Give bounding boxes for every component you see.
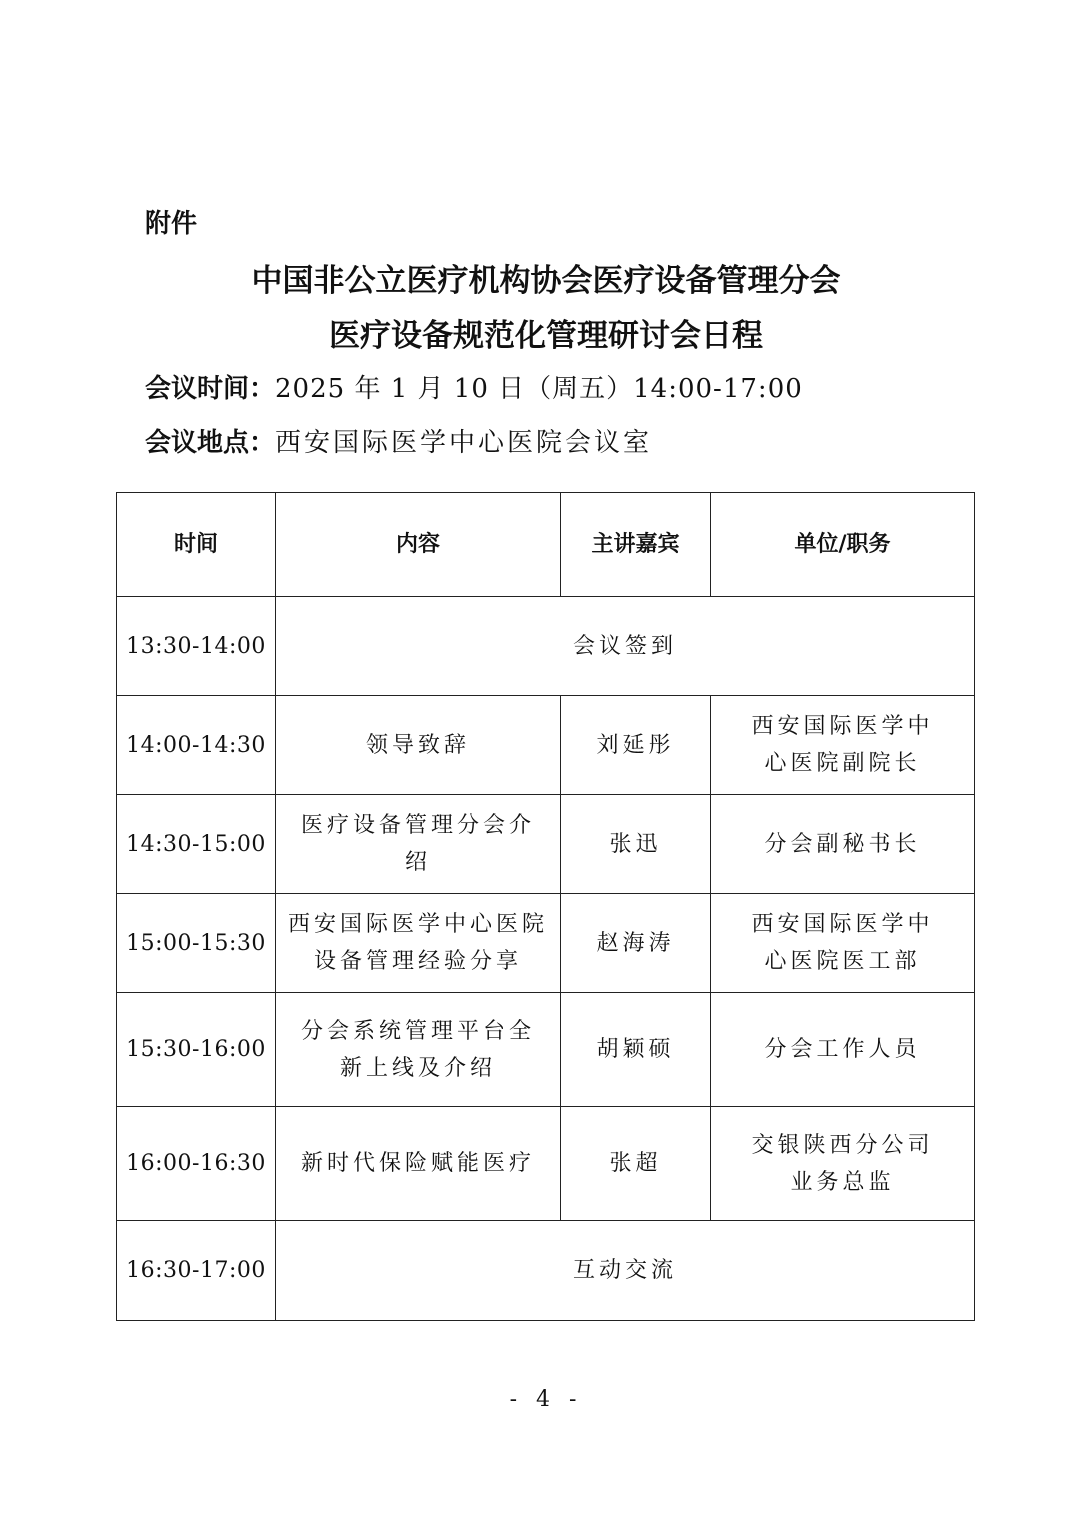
row-speaker: 张超	[561, 1107, 711, 1221]
row-time: 16:00-16:30	[117, 1107, 276, 1221]
row-content: 新时代保险赋能医疗	[276, 1107, 561, 1221]
meeting-time-line	[145, 368, 803, 405]
page-number: - 4 -	[509, 1387, 583, 1412]
row-content: 分会系统管理平台全新上线及介绍	[276, 993, 561, 1107]
row-time: 14:30-15:00	[117, 795, 276, 894]
row-time: 15:00-15:30	[117, 894, 276, 993]
row-time: 16:30-17:00	[117, 1221, 276, 1321]
table-row	[117, 597, 975, 696]
row-unit: 西安国际医学中心医院医工部	[711, 894, 975, 993]
header-content: 内容	[276, 493, 561, 597]
table-row	[117, 795, 975, 894]
row-time: 13:30-14:00	[117, 597, 276, 696]
row-speaker: 胡颖硕	[561, 993, 711, 1107]
row-unit: 分会副秘书长	[711, 795, 975, 894]
document-title-line-2: 医疗设备规范化管理研讨会日程	[329, 318, 763, 354]
table-row	[117, 894, 975, 993]
schedule-table	[116, 492, 975, 1321]
attachment-label: 附件	[145, 209, 198, 239]
table-row	[117, 1221, 975, 1321]
row-speaker: 张迅	[561, 795, 711, 894]
header-unit: 单位/职务	[711, 493, 975, 597]
header-time: 时间	[117, 493, 276, 597]
table-row	[117, 993, 975, 1107]
meeting-time-value: 2025 年 1 月 10 日（周五）14:00-17:00	[275, 374, 803, 404]
row-time: 15:30-16:00	[117, 993, 276, 1107]
row-content: 西安国际医学中心医院设备管理经验分享	[276, 894, 561, 993]
meeting-place-value: 西安国际医学中心医院会议室	[275, 428, 653, 458]
document-title-line-1: 中国非公立医疗机构协会医疗设备管理分会	[251, 263, 841, 299]
row-speaker: 赵海涛	[561, 894, 711, 993]
row-unit: 分会工作人员	[711, 993, 975, 1107]
table-row	[117, 1107, 975, 1221]
row-content: 医疗设备管理分会介绍	[276, 795, 561, 894]
header-speaker: 主讲嘉宾	[561, 493, 711, 597]
row-unit: 交银陕西分公司业务总监	[711, 1107, 975, 1221]
row-unit: 西安国际医学中心医院副院长	[711, 696, 975, 795]
meeting-place-label: 会议地点：	[145, 428, 276, 458]
table-header-row	[117, 493, 975, 597]
table-row	[117, 696, 975, 795]
row-content: 互动交流	[276, 1221, 975, 1321]
row-speaker: 刘延彤	[561, 696, 711, 795]
meeting-place-line	[145, 422, 652, 459]
row-content: 会议签到	[276, 597, 975, 696]
meeting-time-label: 会议时间：	[145, 374, 276, 404]
row-content: 领导致辞	[276, 696, 561, 795]
row-time: 14:00-14:30	[117, 696, 276, 795]
